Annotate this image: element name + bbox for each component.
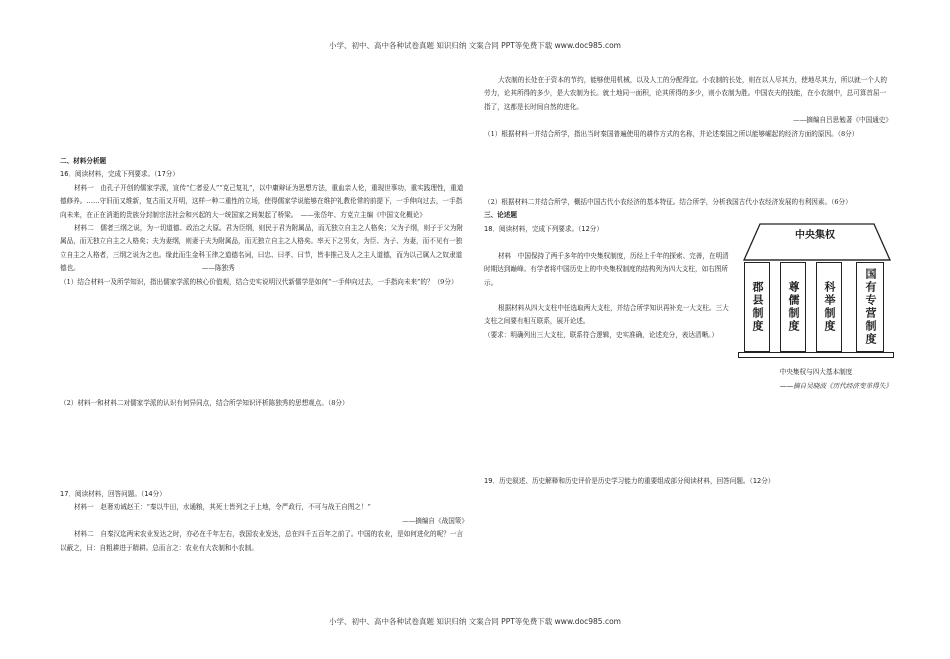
q18-task-block (484, 302, 732, 342)
diagram-caption: 中央集权与四大基本制度 (779, 368, 853, 376)
q17-sub-1: （1）根据材料一并结合所学，指出当时秦国普遍使用的耕作方式的名称，并论述秦国之所以能够崛起的经济方面的原因。（8分） (484, 129, 859, 138)
right-column-top (484, 74, 892, 141)
section-heading-material-analysis: 二、材料分析题 (60, 157, 107, 165)
diagram-pillar-2-label: 尊儒制度 (787, 281, 800, 333)
diagram-base (738, 352, 894, 358)
q17-material-2-source: ——摘编自吕思勉著《中国通史》 (793, 116, 892, 125)
q16-sub-1: （1）结合材料一及所学知识，指出儒家学派的核心价值观，结合史实说明汉代新儒学是如何“一手伸向过去，一手指向未来”的？（9分） (60, 277, 458, 286)
q18-material-block (484, 250, 732, 290)
q17-material-1-source: ——摘编自《战国策》 (402, 516, 468, 525)
q19-block (484, 475, 892, 488)
page-header: 小学、初中、高中各种试卷真题 知识归纳 文案合同 PPT等免费下载 www.doc985.com (329, 41, 621, 50)
q16-material-2: 材料二 儒者三纲之说，为一切道德、政治之大原。君为臣纲，则民于君为附属品，而无独立自主之人格矣；父为子纲，则子于父为附属品，而无独立自主之人格矣；夫为妻纲，则妻于夫为附属品，而无独立自主之人格矣。率天下之男女，为臣、为子、为妻，而不见有一独立自主之人格者，三纲之说为之也。缘此而生金科玉律之道德名词，曰忠、曰孝、曰节，皆非推己及人之主人道德，而为以己属人之奴隶道德也。 ——陈独秀 (60, 224, 464, 273)
q17-block (60, 488, 468, 555)
q17-material-1: 材料一 赵奢劝诫赵王：“秦以牛田，水通粮，其死士皆列之于上地，令严政行，不可与战王自图之！” (74, 503, 371, 512)
diagram-source: ——摘自吴晓波《历代经济变革得失》 (779, 382, 892, 390)
q16-sub-2-block (60, 397, 468, 410)
page-footer: 小学、初中、高中各种试卷真题 知识归纳 文案合同 PPT等免费下载 www.doc985.com (329, 617, 621, 626)
diagram-pillar-1 (744, 262, 770, 352)
section-heading-essay: 三、论述题 (484, 211, 517, 220)
q18-task: 根据材料从四大支柱中任选取两大支柱，并结合所学知识再补充一大支柱。三大支柱之间要有相互联系，展开论述。 (484, 304, 729, 326)
q18-requirement: （要求：明确列出三大支柱，联系符合逻辑，史实准确，论述充分，表达清晰。） (484, 330, 719, 339)
q16-material-1: 材料一 由孔子开创的儒家学派，宣传“仁者爱人”“克己复礼”，以中庸辩证为思想方法，重血亲人伦，重现世事功，重实践理性，重道德修养。……守旧而又维新，复古而又开明，这样一种二重性的立场，使得儒家学说能够在维护礼教伦常的前提下，一手伸向过去，一手指向未来，在正在消逝的贵族分封制宗法社会和兴起的大一统国家之间架起了桥梁。 ——张岱年、方克立主编《中国文化概论》 (60, 183, 464, 219)
diagram-pillar-4-label: 国有专营制度 (864, 268, 877, 346)
diagram-pillar-4 (856, 262, 884, 352)
question-18: 18．阅读材料，完成下列要求。（12分） (484, 224, 603, 233)
q16-sub-2: （2）材料一和材料二对儒家学派的认识有何异同点，结合所学知识评析陈独秀的思想观点。（8分） (60, 399, 349, 407)
diagram-pillar-3-label: 科举制度 (823, 281, 836, 333)
diagram-roof-label: 中央集权 (795, 230, 835, 241)
question-17: 17．阅读材料，回答问题。（14分） (60, 490, 166, 498)
question-19: 19．历史叙述、历史解释和历史评价是历史学习能力的重要组成部分阅读材料，回答问题。（12分） (484, 477, 775, 485)
diagram-pillar-1-label: 郡县制度 (751, 281, 764, 333)
q17-material-2: 材料二 自秦汉迄两宋农业发达之时，亦必在千年左右，我国农业发达，总在四千五百年之前了。中国的农业，是如何进化的呢？一言以蔽之，曰：自粗耕进于精耕。总而言之：农业有大农制和小农制。 (60, 530, 464, 552)
q17-material-2-continued: 大农制的长处在于资本的节约，能够使用机械，以及人工的分配得宜。小农制的长处，则在以人尽其力，使地尽其力，所以就一个人的劳力，论其所得的多少，是大农制为长。就土地同一面积，论其所得的多少，则小农制为胜。中国农夫的技能，在小农制中，总可算首屈一指了，这都是长时间自然的进化。 (484, 76, 888, 111)
question-16: 16．阅读材料，完成下列要求。（17分） (60, 170, 179, 179)
diagram-pillar-3 (816, 262, 842, 352)
diagram-pillar-2 (780, 262, 806, 352)
q18-material: 材料 中国保持了两千多年的中央集权制度，历经上千年的探索、完善，在明清时期达到巅峰。有学者将中国历史上的中央集权制度的结构列为四大支柱，如右图所示。 (484, 252, 729, 287)
left-column (60, 155, 468, 289)
q17-sub-2: （2）根据材料二并结合所学，概括中国古代小农经济的基本特征。结合所学，分析我国古代小农经济发展的有利因素。（6分） (484, 198, 852, 206)
